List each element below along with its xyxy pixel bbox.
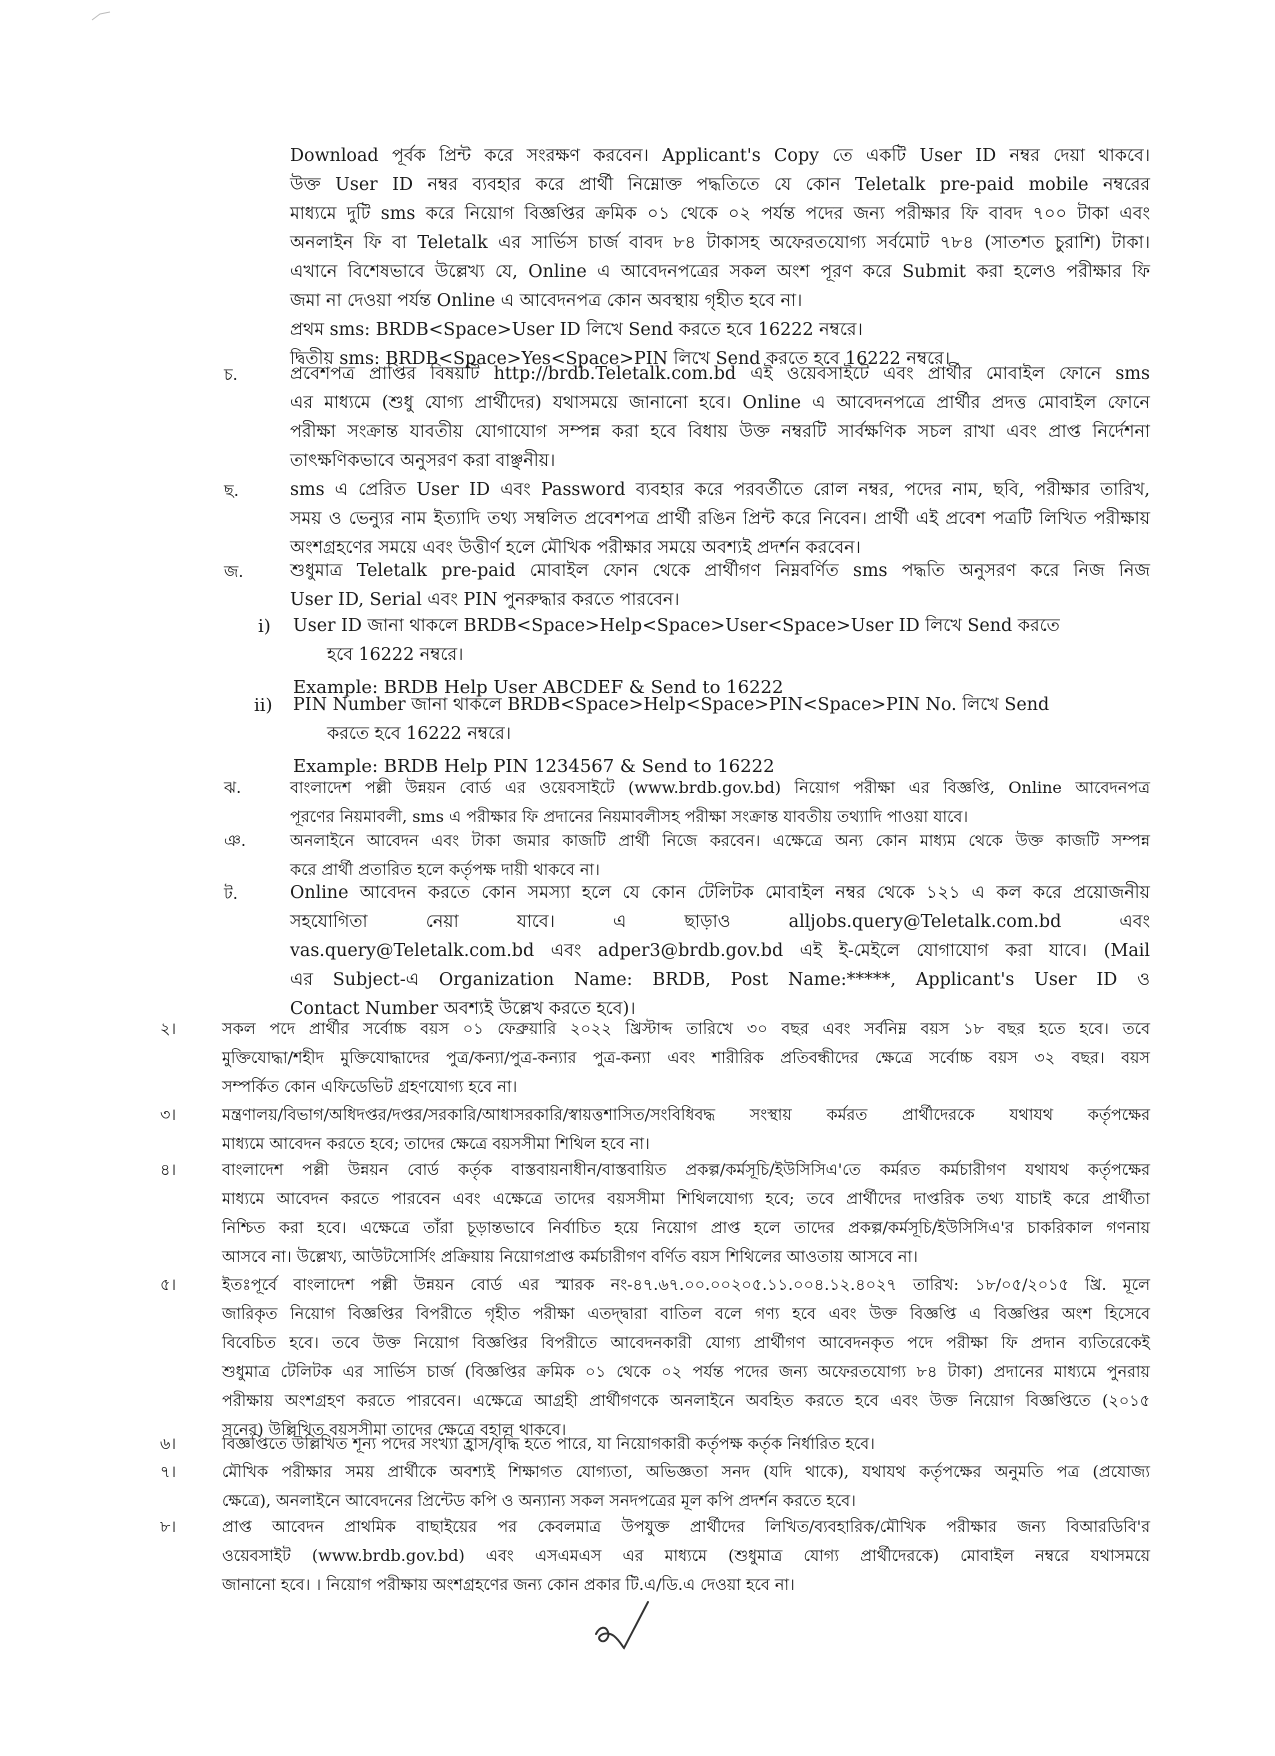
- text-line: করতে হবে 16222 নম্বরে।: [327, 724, 512, 744]
- sub-item-ii: [293, 691, 1150, 781]
- text-line: বিজ্ঞপ্তিতে উল্লিখিত শূন্য পদের সংখ্যা হ্রাস/বৃদ্ধি হতে পারে, যা নিয়োগকারী কর্তৃপক্ষ কর্তৃক নির্ধারিত হবে।: [222, 1434, 875, 1453]
- text-line: প্রাপ্ত আবেদন প্রাথমিক বাছাইয়ের পর কেবলমাত্র উপযুক্ত প্রার্থীদের লিখিত/ব্যবহারিক/মৌখিক পরীক্ষার জন্য বিআরডিবি'র: [222, 1517, 1150, 1536]
- text-line: শুধুমাত্র টেলিটক এর সার্ভিস চার্জ (বিজ্ঞপ্তির ক্রমিক ০১ থেকে ০২ পর্যন্ত পদের জন্য অফেরতযোগ্য ৮৪ টাকা) প্রদানের মাধ্যমে পুনরায়: [222, 1362, 1150, 1381]
- handwritten-signature: [592, 1596, 662, 1660]
- text-line: তাৎক্ষণিকভাবে অনুসরণ করা বাঞ্ছনীয়।: [290, 451, 556, 471]
- text-line: প্রথম sms: BRDB<Space>User ID লিখে Send করতে হবে 16222 নম্বরে।: [290, 320, 863, 340]
- numbered-5: [222, 1270, 1150, 1444]
- text-line: এখানে বিশেষভাবে উল্লেখ্য যে, Online এ আবেদনপত্রের সকল অংশ পূরণ করে Submit করা হলেও পরীক্ষার ফি: [290, 262, 1150, 282]
- item-chha: [290, 476, 1150, 563]
- number-label: ৬।: [160, 1434, 177, 1453]
- numbered-7: [222, 1457, 1150, 1515]
- text-line: অনলাইন ফি বা Teletalk এর সার্ভিস চার্জ বাবদ ৮৪ টাকাসহ অফেরতযোগ্য সর্বমোট ৭৮৪ (সাতশত চুরাশি) টাকা।: [290, 233, 1150, 253]
- example-line: Example: BRDB Help User ABCDEF & Send to 16222: [293, 677, 784, 698]
- item-label: ছ.: [224, 481, 239, 500]
- sub-item-label: ii): [254, 695, 273, 716]
- text-line: বিবেচিত হবে। তবে উক্ত নিয়োগ বিজ্ঞপ্তির বিপরীতে আবেদনকারী যোগ্য প্রার্থীগণ আবেদনকৃত পদে পরীক্ষা ফি প্রদান ব্যতিরেকেই: [222, 1333, 1150, 1352]
- text-line: মাধ্যমে আবেদন করতে হবে; তাদের ক্ষেত্রে বয়সসীমা শিথিল হবে না।: [222, 1134, 650, 1153]
- text-line: সহযোগিতা নেয়া যাবে। এ ছাড়াও alljobs.query@Teletalk.com.bd এবং: [290, 912, 1150, 932]
- text-line: Online আবেদন করতে কোন সমস্যা হলে যে কোন টেলিটক মোবাইল নম্বর থেকে ১২১ এ কল করে প্রয়োজনীয়: [290, 883, 1150, 903]
- item-cha: [290, 360, 1150, 476]
- text-line: জানানো হবে। । নিয়োগ পরীক্ষায় অংশগ্রহণের জন্য কোন প্রকার টি.এ/ডি.এ দেওয়া হবে না।: [222, 1575, 795, 1594]
- text-line: মুক্তিযোদ্ধা/শহীদ মুক্তিযোদ্ধাদের পুত্র/কন্যা/পুত্র-কন্যার পুত্র-কন্যা এবং শারীরিক প্রতিবন্ধীদের ক্ষেত্রে সর্বোচ্চ বয়স ৩২ বছর। বয়স: [222, 1048, 1150, 1067]
- text-line: উক্ত User ID নম্বর ব্যবহার করে প্রার্থী নিম্নোক্ত পদ্ধতিতে যে কোন Teletalk pre-paid mobile নম্বরের: [290, 175, 1150, 195]
- text-line: পরীক্ষা সংক্রান্ত যাবতীয় যোগাযোগ সম্পন্ন করা হবে বিধায় উক্ত নম্বরটি সার্বক্ষণিক সচল রাখা এবং প্রাপ্ত নির্দেশনা: [290, 422, 1150, 442]
- number-label: ৩।: [160, 1105, 177, 1124]
- item-label: জ.: [224, 562, 244, 581]
- number-label: ৪।: [160, 1160, 177, 1179]
- text-line: সম্পর্কিত কোন এফিডেভিট গ্রহণযোগ্য হবে না।: [222, 1077, 518, 1096]
- text-line: প্রবেশপত্র প্রাপ্তির বিষয়টি http://brdb.Teletalk.com.bd এই ওয়েবসাইটে এবং প্রার্থীর মোবাইল ফোনে sms: [290, 364, 1150, 384]
- text-line: অনলাইনে আবেদন এবং টাকা জমার কাজটি প্রার্থী নিজে করবেন। এক্ষেত্রে অন্য কোন মাধ্যম থেকে উক্ত কাজটি সম্পন্ন: [290, 831, 1150, 850]
- item-label: ঝ.: [224, 778, 242, 797]
- text-line: হবে 16222 নম্বরে।: [327, 645, 464, 665]
- text-line: এর মাধ্যমে (শুধু যোগ্য প্রার্থীদের) যথাসময়ে জানানো হবে। Online এ আবেদনপত্রে প্রার্থীর প্রদত্ত মোবাইল ফোনে: [290, 393, 1150, 413]
- numbered-8: [222, 1512, 1150, 1599]
- text-line: মাধ্যমে আবেদন করতে পারবেন এবং এক্ষেত্রে তাদের বয়সসীমা শিথিলযোগ্য হবে; তবে প্রার্থীদের দাপ্তরিক তথ্য যাচাই করে প্রার্থীতা: [222, 1189, 1150, 1208]
- text-line: ওয়েবসাইট (www.brdb.gov.bd) এবং এসএমএস এর মাধ্যমে (শুধুমাত্র যোগ্য প্রার্থীদেরকে) মোবাইল নম্বরে যথাসময়ে: [222, 1546, 1150, 1565]
- text-line: মন্ত্রণালয়/বিভাগ/অধিদপ্তর/দপ্তর/সরকারি/আধাসরকারি/স্বায়ত্তশাসিত/সংবিধিবদ্ধ সংস্থায় কর্মরত প্রার্থীদেরকে যথাযথ কর্তৃপক্ষের: [222, 1105, 1150, 1124]
- text-line: দ্বিতীয় sms: BRDB<Space>Yes<Space>PIN লিখে Send করতে হবে 16222 নম্বরে।: [290, 349, 951, 369]
- text-line: মৌখিক পরীক্ষার সময় প্রার্থীকে অবশ্যই শিক্ষাগত যোগ্যতা, অভিজ্ঞতা সনদ (যদি থাকে), যথাযথ কর্তৃপক্ষের অনুমতি পত্র (প্রযোজ্য: [222, 1462, 1150, 1481]
- text-line: বাংলাদেশ পল্লী উন্নয়ন বোর্ড এর ওয়েবসাইটে (www.brdb.gov.bd) নিয়োগ পরীক্ষা এর বিজ্ঞপ্তি, Online আবেদনপত্র: [290, 778, 1150, 797]
- text-line: পূরণের নিয়মাবলী, sms এ পরীক্ষার ফি প্রদানের নিয়মাবলীসহ পরীক্ষা সংক্রান্ত যাবতীয় তথ্যাদি পাওয়া যাবে।: [290, 807, 969, 826]
- text-line: Contact Number অবশ্যই উল্লেখ করতে হবে)।: [290, 999, 636, 1019]
- sub-item-i: [293, 612, 1150, 702]
- text-line: জারিকৃত নিয়োগ বিজ্ঞপ্তির বিপরীতে গৃহীত পরীক্ষা এতদ্দ্বারা বাতিল বলে গণ্য হবে এবং উক্ত বিজ্ঞপ্তি এ বিজ্ঞপ্তির অংশ হিসেবে: [222, 1304, 1150, 1323]
- item-label: ট.: [224, 884, 238, 903]
- item-jha: [290, 773, 1150, 831]
- text-line: ক্ষেত্রে), অনলাইনে আবেদনের প্রিন্টেড কপি ও অন্যান্য সকল সনদপত্রের মূল কপি প্রদর্শন করতে হবে।: [222, 1491, 856, 1510]
- example-line: Example: BRDB Help PIN 1234567 & Send to 16222: [293, 756, 775, 777]
- text-line: ইতঃপূর্বে বাংলাদেশ পল্লী উন্নয়ন বোর্ড এর স্মারক নং-৪৭.৬৭.০০.০০২০৫.১১.০০৪.১২.৪০২৭ তারিখ: ১৮/০৫/২০১৫ খ্রি. মূলে: [222, 1275, 1150, 1294]
- text-line: PIN Number জানা থাকলে BRDB<Space>Help<Space>PIN<Space>PIN No. লিখে Send: [293, 695, 1050, 715]
- number-label: ২।: [160, 1019, 177, 1038]
- item-ja: [290, 557, 1150, 615]
- text-line: নিশ্চিত করা হবে। এক্ষেত্রে তাঁরা চূড়ান্তভাবে নির্বাচিত হয়ে নিয়োগ প্রাপ্ত হলে তাদের প্রকল্প/কর্মসূচি/ইউসিসিএ'র চাকরিকাল গণনায়: [222, 1218, 1150, 1237]
- text-line: Download পূর্বক প্রিন্ট করে সংরক্ষণ করবেন। Applicant's Copy তে একটি User ID নম্বর দেয়া থাকবে।: [290, 146, 1150, 166]
- text-line: User ID, Serial এবং PIN পুনরুদ্ধার করতে পারবেন।: [290, 590, 680, 610]
- text-line: সকল পদে প্রার্থীর সর্বোচ্চ বয়স ০১ ফেব্রুয়ারি ২০২২ খ্রিস্টাব্দ তারিখে ৩০ বছর এবং সর্বনিম্ন বয়স ১৮ বছর হতে হবে। তবে: [222, 1019, 1150, 1038]
- scan-mark: [90, 8, 114, 24]
- text-line: vas.query@Teletalk.com.bd এবং adper3@brdb.gov.bd এই ই-মেইলে যোগাযোগ করা যাবে। (Mail: [290, 941, 1150, 961]
- text-line: মাধ্যমে দুটি sms করে নিয়োগ বিজ্ঞপ্তির ক্রমিক ০১ থেকে ০২ পর্যন্ত পদের জন্য পরীক্ষার ফি বাবদ ৭০০ টাকা এবং: [290, 204, 1150, 224]
- text-line: বাংলাদেশ পল্লী উন্নয়ন বোর্ড কর্তৃক বাস্তবায়নাধীন/বাস্তবায়িত প্রকল্প/কর্মসূচি/ইউসিসিএ'তে কর্মরত কর্মচারীগণ যথাযথ কর্তৃপক্ষের: [222, 1160, 1150, 1179]
- numbered-2: [222, 1014, 1150, 1101]
- text-line: শুধুমাত্র Teletalk pre-paid মোবাইল ফোন থেকে প্রার্থীগণ নিম্নবর্ণিত sms পদ্ধতি অনুসরণ করে নিজ নিজ: [290, 561, 1150, 581]
- text-line: করে প্রার্থী প্রতারিত হলে কর্তৃপক্ষ দায়ী থাকবে না।: [290, 860, 600, 879]
- text-line: User ID জানা থাকলে BRDB<Space>Help<Space>User<Space>User ID লিখে Send করতে: [293, 616, 1060, 636]
- text-line: sms এ প্রেরিত User ID এবং Password ব্যবহার করে পরবর্তীতে রোল নম্বর, পদের নাম, ছবি, পরীক্ষার তারিখ,: [290, 480, 1150, 500]
- text-line: সনের) উল্লিখিত বয়সসীমা তাদের ক্ষেত্রে বহাল থাকবে।: [222, 1420, 567, 1439]
- numbered-4: [222, 1155, 1150, 1271]
- number-label: ৮।: [160, 1517, 177, 1536]
- numbered-6: [222, 1429, 1150, 1458]
- item-label: চ.: [224, 365, 238, 384]
- text-line: অংশগ্রহণের সময়ে এবং উত্তীর্ণ হলে মৌখিক পরীক্ষার সময়ে অবশ্যই প্রদর্শন করবেন।: [290, 538, 861, 558]
- text-line: এর Subject-এ Organization Name: BRDB, Post Name:*****, Applicant's User ID ও: [290, 970, 1150, 990]
- text-line: সময় ও ভেন্যুর নাম ইত্যাদি তথ্য সম্বলিত প্রবেশপত্র প্রার্থী রঙিন প্রিন্ট করে নিবেন। প্রার্থী এই প্রবেশ পত্রটি লিখিত পরীক্ষায়: [290, 509, 1150, 529]
- number-label: ৫।: [160, 1275, 177, 1294]
- item-nya: [290, 826, 1150, 884]
- item-ta: [290, 879, 1150, 1024]
- text-line: পরীক্ষায় অংশগ্রহণ করতে পারবেন। এক্ষেত্রে আগ্রহী প্রার্থীগণকে অনলাইনে অবহিত করতে হবে এবং উক্ত নিয়োগ বিজ্ঞপ্তিতে (২০১৫: [222, 1391, 1150, 1410]
- numbered-3: [222, 1100, 1150, 1158]
- item-label: ঞ.: [224, 831, 246, 850]
- text-line: আসবে না। উল্লেখ্য, আউটসোর্সিং প্রক্রিয়ায় নিয়োগপ্রাপ্ত কর্মচারীগণ বর্ণিত বয়স শিথিলের আওতায় আসবে না।: [222, 1247, 918, 1266]
- text-line: জমা না দেওয়া পর্যন্ত Online এ আবেদনপত্র কোন অবস্থায় গৃহীত হবে না।: [290, 291, 803, 311]
- intro-paragraph: [290, 142, 1150, 374]
- sub-item-label: i): [258, 616, 271, 637]
- number-label: ৭।: [160, 1462, 177, 1481]
